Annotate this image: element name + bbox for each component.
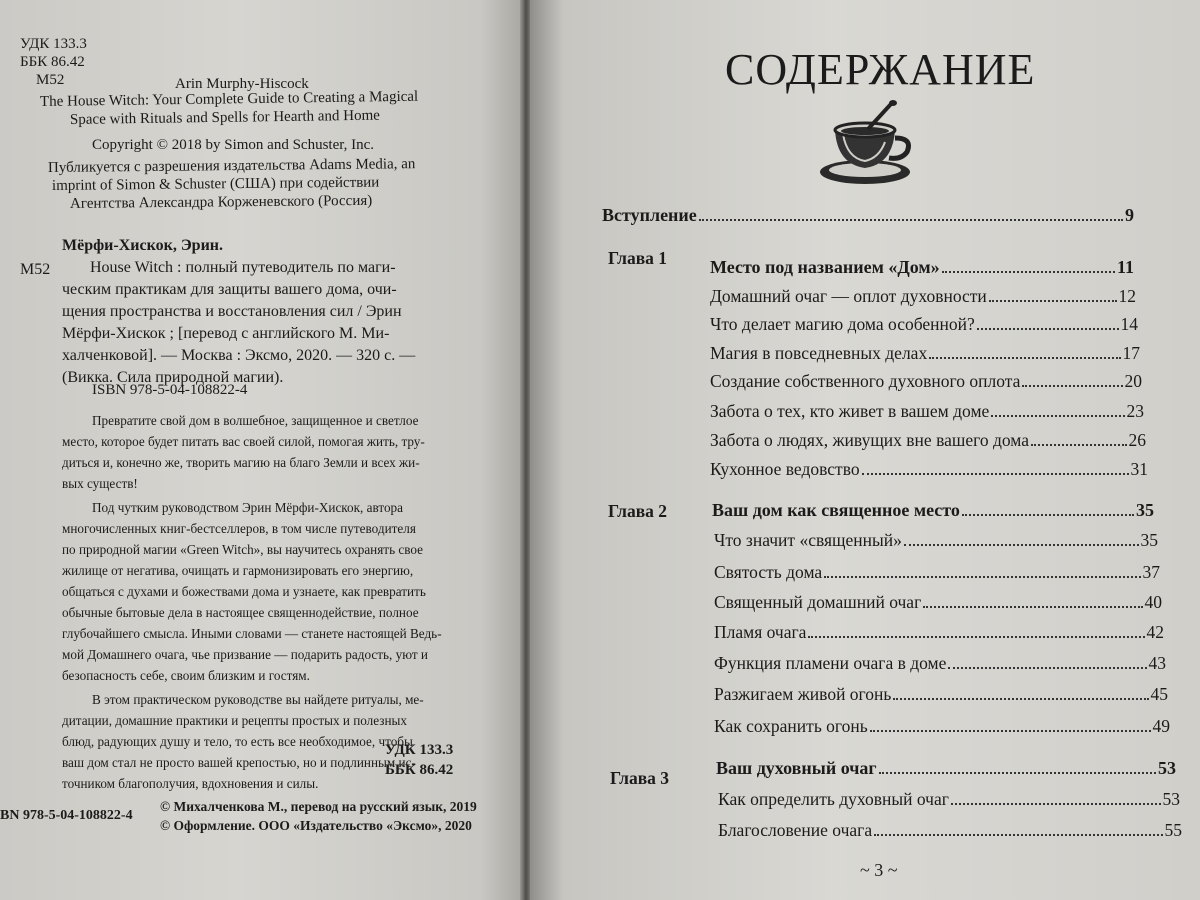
chapter-2-label: Глава 2 (608, 501, 668, 521)
toc-page-number: 11 (1116, 257, 1134, 277)
isbn: ISBN 978-5-04-108822-4 (92, 382, 248, 398)
toc-page-number: 23 (1126, 401, 1144, 421)
toc-item-label: Благословение очага (718, 820, 873, 840)
toc-item[interactable] (710, 459, 1148, 480)
toc-item-label: Создание собственного духовного оплота (710, 371, 1021, 391)
annotation-line: диться и, конечно же, творить магию на благо Земли и всех жи- (62, 455, 420, 470)
teacup-icon (813, 100, 923, 195)
annotation-line: глубочайшего смысла. Иными словами — станете настоящей Ведь- (62, 626, 442, 641)
udk-top: УДК 133.3 (20, 36, 87, 52)
biblio-line: ческим практикам для защиты вашего дома, очи- (62, 281, 397, 298)
page-title: СОДЕРЖАНИЕ (725, 45, 1036, 94)
toc-page-number: 37 (1142, 562, 1160, 582)
original-title-line2: Space with Rituals and Spells for Hearth and Home (69, 107, 381, 128)
left-page-imprint (0, 0, 522, 900)
annotation-line: многочисленных книг-бестселлеров, в том числе путеводителя (62, 521, 416, 536)
toc-item-label: Магия в повседневных делах (710, 343, 928, 363)
toc-page-number: 20 (1124, 371, 1142, 391)
toc-page-number: 42 (1146, 622, 1164, 642)
toc-item-label: Что значит «священный» (714, 530, 902, 550)
toc-page-number: 53 (1158, 758, 1176, 778)
toc-leader (808, 635, 1144, 638)
annotation-line: обычные бытовые дела в настоящее священнодействие, полное (62, 605, 419, 620)
toc-item-label: Что делает магию дома особенной? (710, 314, 975, 334)
toc-item[interactable] (714, 622, 1164, 643)
toc-page-number: 17 (1122, 343, 1140, 363)
toc-page-number: 53 (1162, 789, 1180, 809)
permission-line2: imprint of Simon & Schuster (США) при содействии (51, 174, 380, 194)
biblio-line: щения пространства и восстановления сил / Эрин (62, 303, 402, 320)
toc-item-label: Кухонное ведовство (710, 459, 860, 479)
toc-leader (904, 543, 1139, 546)
original-author: Arin Murphy-Hiscock (175, 76, 309, 92)
toc-item[interactable] (714, 716, 1170, 737)
toc-leader (870, 729, 1151, 732)
toc-item[interactable] (714, 562, 1160, 583)
toc-item-label: Святость дома (714, 562, 823, 582)
toc-leader (699, 218, 1123, 221)
toc-page-number: 35 (1136, 500, 1154, 520)
toc-page-number: 40 (1144, 592, 1162, 612)
copyright-design: © Оформление. ООО «Издательство «Эксмо», 2020 (160, 818, 472, 833)
biblio-line: Мёрфи-Хискок ; [перевод с английского М. Ми- (62, 325, 390, 342)
toc-page-number: 43 (1148, 653, 1166, 673)
annotation-line: точником благополучия, вдохновения и силы. (62, 776, 319, 791)
toc-leader (824, 575, 1140, 578)
toc-chapter-3[interactable] (716, 758, 1176, 779)
toc-chapter-title: Место под названием «Дом» (710, 257, 940, 277)
toc-item[interactable] (714, 653, 1166, 674)
annotation-line: вых существ! (62, 476, 138, 491)
permission-line1: Публикуется с разрешения издательства Adams Media, an (47, 156, 416, 176)
toc-leader (1022, 384, 1122, 387)
chapter-1-label: Глава 1 (608, 248, 668, 268)
toc-item[interactable] (714, 684, 1168, 705)
toc-leader (962, 513, 1134, 516)
toc-item-label: Домашний очаг — оплот духовности (710, 286, 987, 306)
original-title-line1: The House Witch: Your Complete Guide to Creating a Magical (39, 88, 419, 110)
toc-leader (923, 605, 1142, 608)
toc-item-label: Разжигаем живой огонь (714, 684, 892, 704)
bbk-top: ББК 86.42 (20, 54, 85, 70)
toc-page-number: 12 (1118, 286, 1136, 306)
toc-leader (951, 802, 1161, 805)
biblio-line: (Викка. Сила природной магии). (62, 369, 284, 386)
m52-side: М52 (20, 261, 51, 278)
isbn-bottom: BN 978-5-04-108822-4 (0, 808, 133, 823)
permission-line3: Агентства Александра Корженевского (Россия) (69, 192, 373, 212)
toc-item-label: Как сохранить огонь (714, 716, 868, 736)
page-number: ~ 3 ~ (860, 860, 898, 880)
toc-leader (942, 270, 1115, 273)
toc-intro[interactable] (602, 205, 1134, 226)
toc-item[interactable] (710, 401, 1144, 422)
toc-chapter-title: Ваш духовный очаг (716, 758, 877, 778)
author-heading: Мёрфи-Хискок, Эрин. (62, 237, 224, 254)
toc-leader (1031, 443, 1126, 446)
toc-leader (991, 414, 1124, 417)
toc-item[interactable] (710, 343, 1140, 364)
toc-leader (948, 666, 1146, 669)
toc-chapter-2[interactable] (712, 500, 1154, 521)
copyright-line: Copyright © 2018 by Simon and Schuster, Inc. (92, 137, 375, 153)
toc-intro-label: Вступление (602, 205, 697, 225)
toc-item[interactable] (714, 530, 1158, 551)
annotation-line: место, которое будет питать вас своей силой, помогая жить, тру- (62, 434, 425, 449)
udk-bottom: УДК 133.3 (385, 742, 454, 758)
toc-chapter-1[interactable] (710, 257, 1134, 278)
annotation-line: безопасность себе, своим близким и гостям. (62, 668, 310, 683)
toc-leader (977, 327, 1119, 330)
bbk-bottom: ББК 86.42 (385, 762, 454, 778)
annotation-line: дитации, домашние практики и рецепты простых и полезных (62, 713, 407, 728)
toc-item[interactable] (710, 430, 1146, 451)
annotation-line: В этом практическом руководстве вы найдете ритуалы, ме- (92, 692, 424, 707)
toc-item-label: Забота о тех, кто живет в вашем доме (710, 401, 990, 421)
toc-item[interactable] (710, 371, 1142, 392)
toc-page-number: 9 (1125, 205, 1134, 225)
toc-page-number: 45 (1150, 684, 1168, 704)
copyright-translation: © Михалченкова М., перевод на русский язык, 2019 (160, 799, 477, 814)
biblio-line: House Witch : полный путеводитель по маги- (90, 259, 396, 276)
right-page-contents (530, 0, 1200, 900)
toc-leader (879, 771, 1156, 774)
toc-item[interactable] (718, 789, 1180, 810)
toc-page-number: 49 (1152, 716, 1170, 736)
toc-item-label: Пламя очага (714, 622, 807, 642)
toc-leader (862, 472, 1129, 475)
toc-item-label: Забота о людях, живущих вне вашего дома (710, 430, 1030, 450)
toc-leader (893, 697, 1148, 700)
toc-page-number: 35 (1140, 530, 1158, 550)
toc-page-number: 31 (1130, 459, 1148, 479)
annotation-line: Под чутким руководством Эрин Мёрфи-Хискок, автора (92, 500, 404, 515)
annotation-line: по природной магии «Green Witch», вы научитесь охранять свое (62, 542, 423, 557)
toc-item[interactable] (718, 820, 1182, 841)
annotation-line: жилище от негатива, очищать и гармонизировать его энергию, (62, 563, 414, 578)
m52-top: М52 (36, 72, 65, 88)
toc-item[interactable] (714, 592, 1162, 613)
toc-page-number: 55 (1164, 820, 1182, 840)
annotation-line: блюд, радующих душу и тело, то есть все необходимое, чтобы (62, 734, 413, 749)
toc-item[interactable] (710, 314, 1138, 335)
toc-page-number: 26 (1128, 430, 1146, 450)
toc-item[interactable] (710, 286, 1136, 307)
annotation-line: общаться с духами и божествами дома и узнаете, как превратить (62, 584, 426, 599)
toc-leader (989, 299, 1117, 302)
toc-chapter-title: Ваш дом как священное место (712, 500, 960, 520)
chapter-3-label: Глава 3 (610, 768, 670, 788)
toc-item-label: Как определить духовный очаг (718, 789, 949, 809)
biblio-line: халченковой]. — Москва : Эксмо, 2020. — 320 с. — (62, 347, 416, 364)
annotation-line: Превратите свой дом в волшебное, защищенное и светлое (92, 413, 419, 428)
annotation-line: мой Домашнего очага, чье призвание — подарить радость, уют и (62, 647, 428, 662)
annotation-line: ваш дом стал не просто вашей крепостью, но и подлинным ис- (62, 755, 416, 770)
toc-leader (929, 356, 1120, 359)
toc-item-label: Функция пламени очага в доме (714, 653, 947, 673)
toc-page-number: 14 (1120, 314, 1138, 334)
toc-leader (874, 833, 1162, 836)
toc-item-label: Священный домашний очаг (714, 592, 922, 612)
